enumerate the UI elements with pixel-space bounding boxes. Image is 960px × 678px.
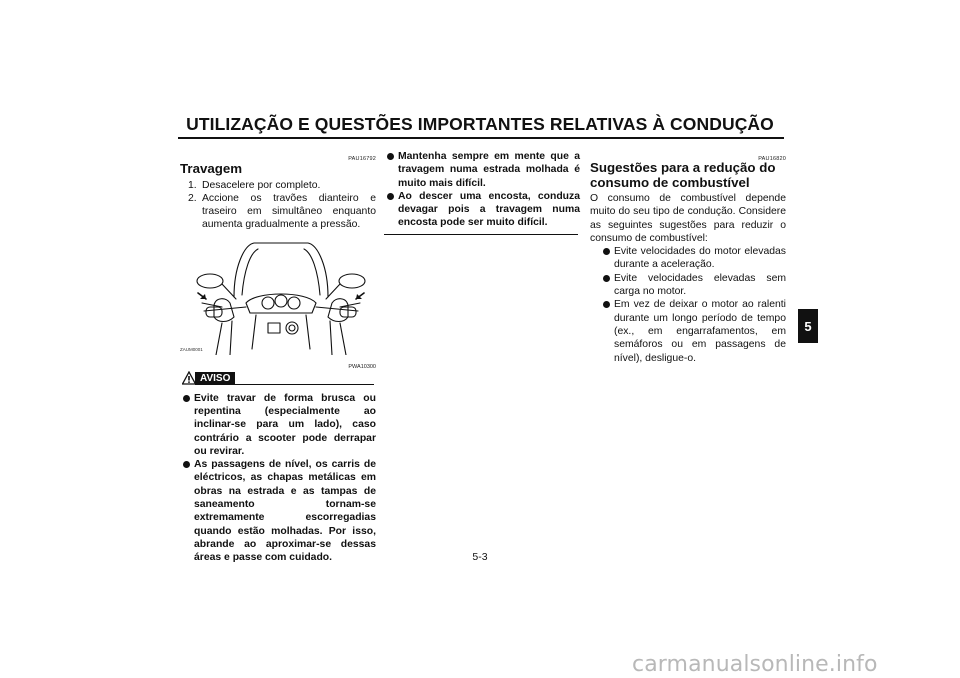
fuel-tip-text: Evite velocidades do motor elevadas durante a aceleração.	[614, 246, 786, 271]
warning-list-part1	[180, 392, 376, 565]
bullet-icon	[603, 301, 610, 308]
warning-header	[180, 370, 376, 388]
warning-ref-code: PWA10300	[348, 363, 376, 370]
braking-heading: Travagem	[180, 161, 243, 176]
handlebar-brake-drawing	[196, 237, 366, 355]
fuel-heading: Sugestões para a redução do consumo de combustível	[590, 160, 776, 190]
bullet-icon	[603, 275, 610, 282]
fuel-tip	[600, 272, 786, 299]
step-text: Accione os travões dianteiro e traseiro em simultâneo enquanto aumenta gradualmente a pressão.	[202, 192, 376, 231]
handlebar-illustration	[180, 237, 376, 359]
column-fuel	[590, 150, 786, 365]
bullet-icon	[603, 248, 610, 255]
warning-end-rule	[384, 234, 578, 235]
fuel-tips-list	[600, 245, 786, 365]
fuel-tip	[600, 298, 786, 364]
page-number: 5-3	[472, 551, 488, 563]
warning-triangle-icon	[182, 371, 196, 385]
fuel-tip-text: Em vez de deixar o motor ao ralenti durante um longo período de tempo (ex., em engarrafamentos, em semáforos ou em passagens de nível), desligue-o.	[614, 299, 786, 364]
warning-item	[384, 150, 580, 190]
watermark: carmanualsonline.info	[632, 652, 878, 677]
warning-item-text: Ao descer uma encosta, conduza devagar pois a travagem numa encosta pode ser muito difícil.	[398, 190, 580, 229]
warning-item-text: As passagens de nível, os carris de eléctricos, as chapas metálicas em obras na estrada e as tampas de saneamento tornam-se extremamente escorregadias quando estão molhadas. Por isso, abrande ao aproximar-se dessas áreas e passe com cuidado.	[194, 459, 376, 564]
braking-steps	[188, 179, 376, 232]
warning-item-text: Mantenha sempre em mente que a travagem numa estrada molhada é muito mais difícil.	[398, 151, 580, 189]
fuel-tip	[600, 245, 786, 272]
step-text: Desacelere por completo.	[202, 179, 321, 191]
column-braking	[180, 150, 376, 565]
page-title: UTILIZAÇÃO E QUESTÕES IMPORTANTES RELATIVAS À CONDUÇÃO	[186, 114, 774, 134]
title-rule	[178, 137, 784, 139]
fuel-ref-code: PAU16820	[758, 156, 786, 162]
illustration-code: ZAUM0001	[180, 347, 203, 353]
bullet-icon	[183, 461, 190, 468]
bullet-icon	[387, 153, 394, 160]
warning-item-text: Evite travar de forma brusca ou repentina (especialmente ao inclinar-se para um lado), caso contrário a scooter pode derrapar ou revirar.	[194, 392, 376, 457]
braking-ref-code: PAU16792	[348, 156, 376, 162]
warning-item	[180, 458, 376, 564]
bullet-icon	[387, 193, 394, 200]
warning-item	[180, 392, 376, 458]
braking-step	[188, 179, 376, 192]
column-warning-continued	[384, 150, 580, 235]
warning-list-part2	[384, 150, 580, 230]
warning-label: AVISO	[195, 372, 235, 385]
chapter-tab: 5	[798, 309, 818, 343]
fuel-tip-text: Evite velocidades elevadas sem carga no motor.	[614, 272, 786, 298]
step-number: 1.	[188, 179, 197, 191]
fuel-intro: O consumo de combustível depende muito do seu tipo de condução. Considere as seguintes sugestões para reduzir o consumo de combustível:	[590, 193, 786, 244]
warning-rule	[195, 384, 374, 385]
bullet-icon	[183, 395, 190, 402]
warning-item	[384, 190, 580, 230]
step-number: 2.	[188, 192, 197, 204]
braking-step	[188, 192, 376, 232]
